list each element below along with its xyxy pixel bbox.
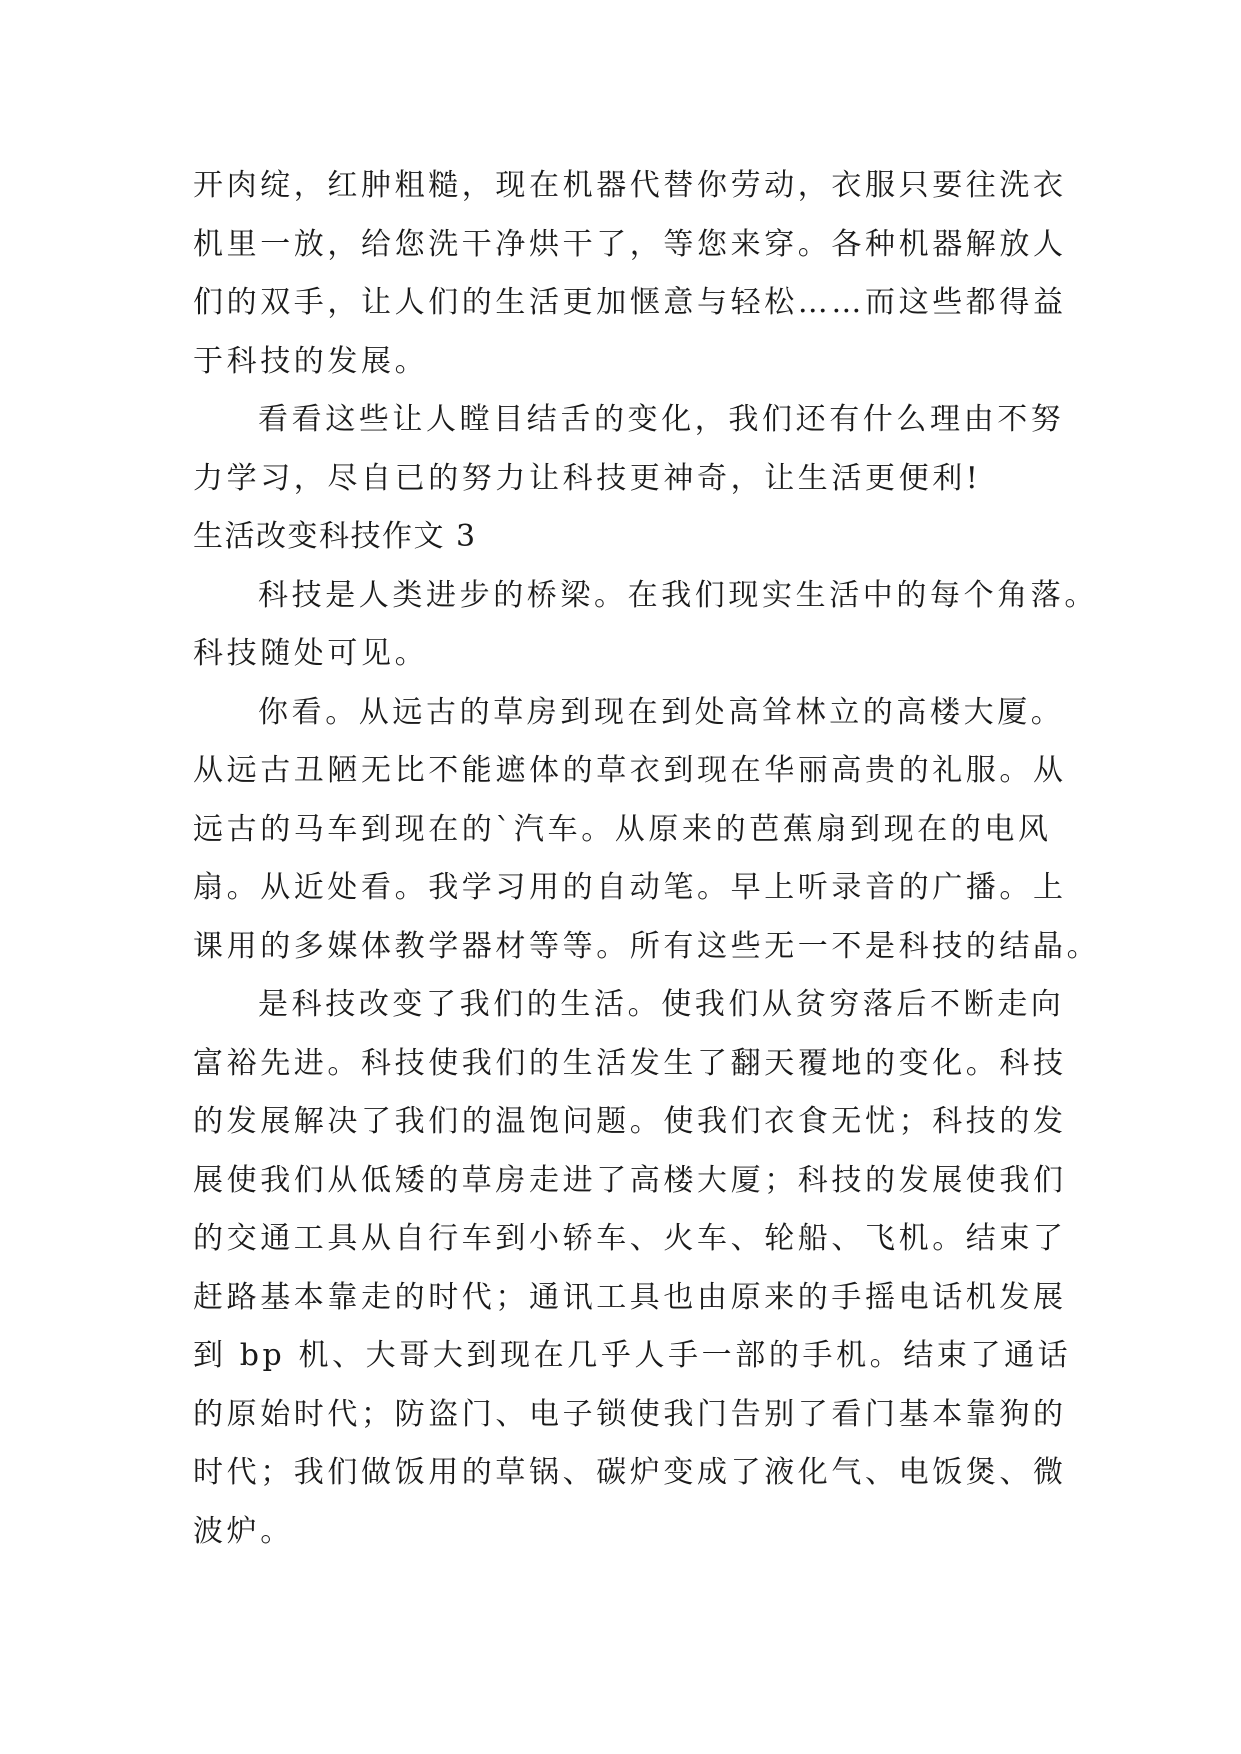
paragraph-line: 远古的马车到现在的`汽车。从原来的芭蕉扇到现在的电风 [193,812,1052,847]
paragraph-line: 的交通工具从自行车到小轿车、火车、轮船、飞机。结束了 [193,1221,1067,1256]
paragraph-line: 富裕先进。科技使我们的生活发生了翻天覆地的变化。科技 [193,1046,1067,1081]
paragraph-line: 是科技改变了我们的生活。使我们从贫穷落后不断走向 [258,987,1065,1022]
paragraph-line: 的发展解决了我们的温饱问题。使我们衣食无忧；科技的发 [193,1104,1067,1139]
paragraph-line: 的原始时代；防盗门、电子锁使我门告别了看门基本靠狗的 [193,1397,1067,1432]
paragraph-line: 力学习，尽自已的努力让科技更神奇，让生活更便利! [193,461,982,496]
paragraph-line: 赶路基本靠走的时代；通讯工具也由原来的手摇电话机发展 [193,1280,1067,1315]
section-heading: 生活改变科技作文 3 [193,519,477,554]
paragraph-line: 机里一放，给您洗干净烘干了，等您来穿。各种机器解放人 [193,227,1067,262]
paragraph-line: 波炉。 [193,1514,294,1549]
paragraph-line: 开肉绽，红肿粗糙，现在机器代替你劳动，衣服只要往洗衣 [193,168,1067,203]
paragraph-line: 科技随处可见。 [193,636,429,671]
paragraph-line: 科技是人类进步的桥梁。在我们现实生活中的每个角落。 [258,578,1098,613]
paragraph-line: 课用的多媒体教学器材等等。所有这些无一不是科技的结晶。 [193,929,1101,964]
paragraph-line: 扇。从近处看。我学习用的自动笔。早上听录音的广播。上 [193,870,1067,905]
paragraph-line: 看看这些让人瞠目结舌的变化，我们还有什么理由不努 [258,402,1065,437]
paragraph-line: 们的双手，让人们的生活更加惬意与轻松……而这些都得益 [193,285,1067,320]
paragraph-line: 时代；我们做饭用的草锅、碳炉变成了液化气、电饭煲、微 [193,1455,1067,1490]
paragraph-line: 展使我们从低矮的草房走进了高楼大厦；科技的发展使我们 [193,1163,1067,1198]
paragraph-line: 到 bp 机、大哥大到现在几乎人手一部的手机。结束了通话 [193,1338,1072,1373]
paragraph-line: 于科技的发展。 [193,344,429,379]
paragraph-line: 从远古丑陋无比不能遮体的草衣到现在华丽高贵的礼服。从 [193,753,1067,788]
paragraph-line: 你看。从远古的草房到现在到处高耸林立的高楼大厦。 [258,695,1065,730]
